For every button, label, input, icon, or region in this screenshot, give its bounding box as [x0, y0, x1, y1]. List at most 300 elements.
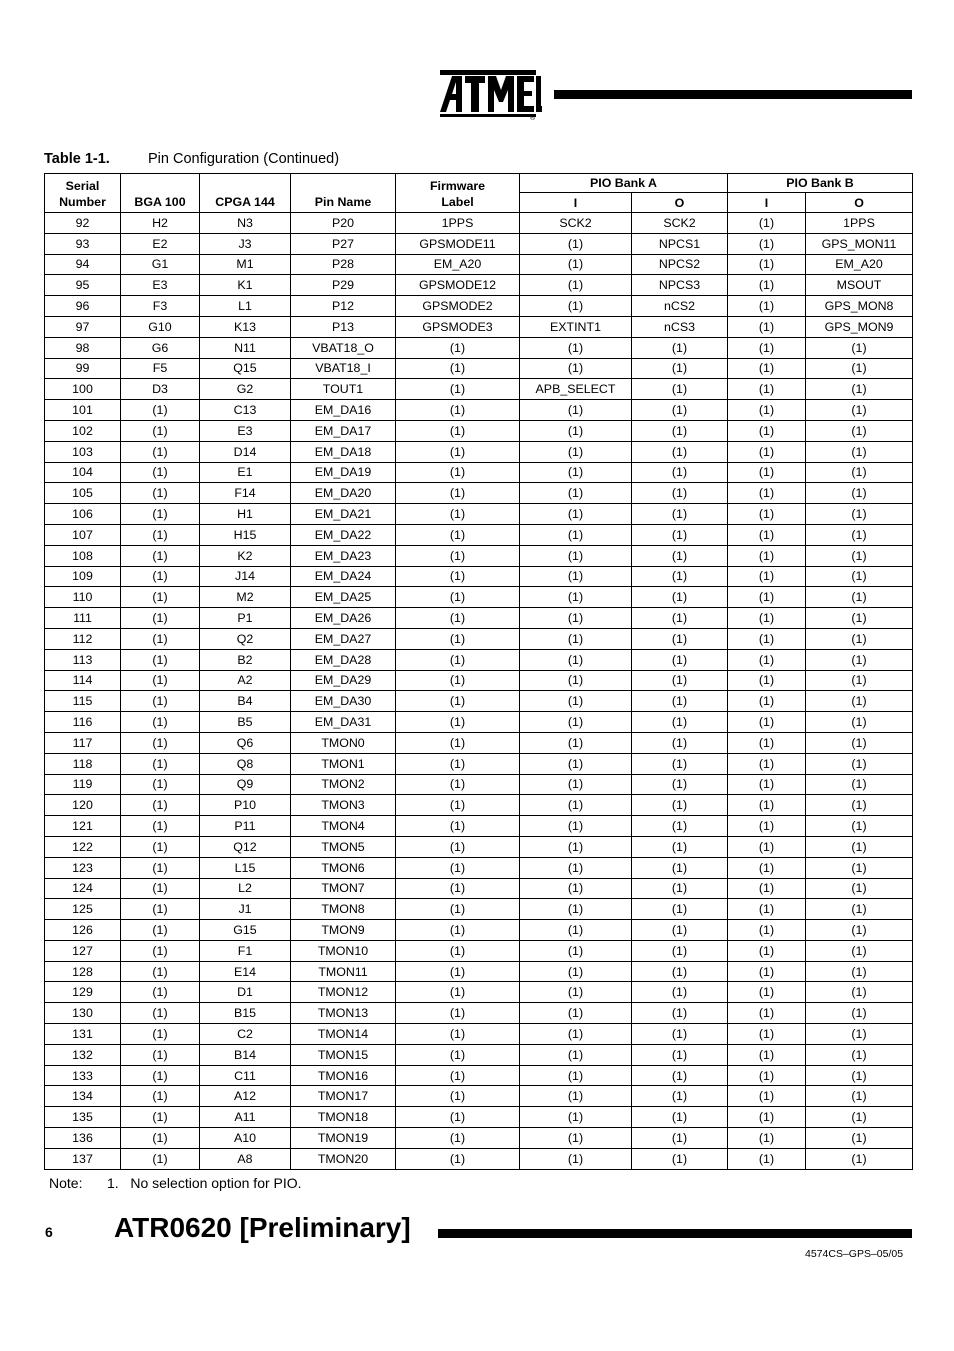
cell-bank-a-output: (1)	[632, 961, 728, 982]
cell-bank-a-output: (1)	[632, 1065, 728, 1086]
cell-bank-a-input: (1)	[520, 732, 632, 753]
cell-cpga144: E1	[200, 462, 291, 483]
table-row	[45, 233, 913, 254]
cell-bank-b-output: (1)	[806, 587, 913, 608]
cell-bank-a-input: (1)	[520, 961, 632, 982]
cell-firmware-label: (1)	[396, 462, 520, 483]
cell-firmware-label: (1)	[396, 920, 520, 941]
cell-bank-b-output: (1)	[806, 504, 913, 525]
cell-firmware-label: (1)	[396, 878, 520, 899]
table-row	[45, 774, 913, 795]
cell-serial-number: 104	[45, 462, 121, 483]
cell-bank-b-output: (1)	[806, 732, 913, 753]
cell-bank-a-input: (1)	[520, 504, 632, 525]
cell-serial-number: 122	[45, 836, 121, 857]
cell-bank-b-output: (1)	[806, 940, 913, 961]
cell-cpga144: A10	[200, 1128, 291, 1149]
cell-bga100: (1)	[121, 1148, 200, 1169]
cell-bga100: (1)	[121, 545, 200, 566]
pin-rows	[45, 213, 913, 1170]
cell-bank-b-input: (1)	[728, 940, 806, 961]
cell-bank-b-input: (1)	[728, 1086, 806, 1107]
table-row	[45, 608, 913, 629]
cell-bank-a-input: (1)	[520, 275, 632, 296]
cell-bank-a-input: (1)	[520, 483, 632, 504]
cell-bga100: (1)	[121, 400, 200, 421]
cell-serial-number: 123	[45, 857, 121, 878]
table-row	[45, 1003, 913, 1024]
cell-cpga144: F1	[200, 940, 291, 961]
cell-serial-number: 110	[45, 587, 121, 608]
cell-bank-a-output: (1)	[632, 587, 728, 608]
cell-bank-b-output: (1)	[806, 420, 913, 441]
cell-pin-name: EM_DA20	[291, 483, 396, 504]
cell-bank-b-input: (1)	[728, 670, 806, 691]
cell-serial-number: 114	[45, 670, 121, 691]
cell-cpga144: Q15	[200, 358, 291, 379]
cell-bank-a-output: nCS2	[632, 296, 728, 317]
cell-bank-a-input: (1)	[520, 691, 632, 712]
cell-bank-b-input: (1)	[728, 982, 806, 1003]
cell-cpga144: G2	[200, 379, 291, 400]
cell-bank-a-output: (1)	[632, 878, 728, 899]
cell-bank-a-output: (1)	[632, 462, 728, 483]
table-row	[45, 1024, 913, 1045]
table-row	[45, 920, 913, 941]
cell-bank-a-output: (1)	[632, 649, 728, 670]
cell-bga100: H2	[121, 213, 200, 234]
cell-firmware-label: (1)	[396, 400, 520, 421]
cell-bank-b-output: (1)	[806, 1107, 913, 1128]
cell-firmware-label: (1)	[396, 1024, 520, 1045]
cell-serial-number: 92	[45, 213, 121, 234]
cell-firmware-label: (1)	[396, 732, 520, 753]
cell-bank-b-output: (1)	[806, 379, 913, 400]
cell-cpga144: E3	[200, 420, 291, 441]
page-number: 6	[45, 1224, 53, 1240]
cell-pin-name: TMON13	[291, 1003, 396, 1024]
cell-serial-number: 134	[45, 1086, 121, 1107]
cell-bank-a-input: (1)	[520, 254, 632, 275]
cell-pin-name: TMON7	[291, 878, 396, 899]
cell-cpga144: A12	[200, 1086, 291, 1107]
cell-bank-b-output: (1)	[806, 920, 913, 941]
cell-cpga144: M2	[200, 587, 291, 608]
cell-bank-a-output: (1)	[632, 857, 728, 878]
table-row	[45, 836, 913, 857]
cell-bga100: (1)	[121, 1065, 200, 1086]
cell-bank-a-input: (1)	[520, 233, 632, 254]
cell-pin-name: TMON19	[291, 1128, 396, 1149]
cell-bank-b-input: (1)	[728, 691, 806, 712]
cell-pin-name: EM_DA23	[291, 545, 396, 566]
cell-bank-b-output: (1)	[806, 545, 913, 566]
cell-serial-number: 132	[45, 1044, 121, 1065]
cell-serial-number: 124	[45, 878, 121, 899]
cell-cpga144: A2	[200, 670, 291, 691]
cell-bank-a-input: (1)	[520, 587, 632, 608]
cell-firmware-label: (1)	[396, 566, 520, 587]
cell-bga100: F3	[121, 296, 200, 317]
cell-bank-a-input: (1)	[520, 795, 632, 816]
cell-bank-a-output: SCK2	[632, 213, 728, 234]
header-bank-a-input: I	[520, 193, 632, 213]
header-serial-number: Serial Number	[45, 174, 121, 213]
table-row	[45, 420, 913, 441]
cell-bank-b-output: (1)	[806, 691, 913, 712]
cell-firmware-label: GPSMODE12	[396, 275, 520, 296]
cell-serial-number: 118	[45, 753, 121, 774]
table-row	[45, 628, 913, 649]
cell-bank-b-input: (1)	[728, 816, 806, 837]
table-row	[45, 1086, 913, 1107]
cell-bank-b-input: (1)	[728, 587, 806, 608]
cell-bank-a-output: (1)	[632, 504, 728, 525]
cell-pin-name: TOUT1	[291, 379, 396, 400]
table-row	[45, 712, 913, 733]
cell-pin-name: EM_DA22	[291, 524, 396, 545]
cell-bank-b-output: (1)	[806, 628, 913, 649]
cell-cpga144: A11	[200, 1107, 291, 1128]
cell-bank-a-input: (1)	[520, 1107, 632, 1128]
cell-pin-name: TMON3	[291, 795, 396, 816]
cell-bank-b-output: (1)	[806, 857, 913, 878]
table-row	[45, 795, 913, 816]
cell-bga100: (1)	[121, 483, 200, 504]
cell-bank-b-input: (1)	[728, 774, 806, 795]
table-row	[45, 732, 913, 753]
cell-serial-number: 98	[45, 337, 121, 358]
cell-pin-name: TMON15	[291, 1044, 396, 1065]
cell-bank-a-input: (1)	[520, 857, 632, 878]
cell-pin-name: P13	[291, 316, 396, 337]
cell-pin-name: P28	[291, 254, 396, 275]
cell-bga100: G1	[121, 254, 200, 275]
cell-firmware-label: (1)	[396, 857, 520, 878]
cell-bank-b-output: (1)	[806, 878, 913, 899]
cell-cpga144: B5	[200, 712, 291, 733]
cell-cpga144: C2	[200, 1024, 291, 1045]
cell-bank-a-output: (1)	[632, 379, 728, 400]
cell-bank-a-output: (1)	[632, 816, 728, 837]
cell-firmware-label: (1)	[396, 940, 520, 961]
cell-serial-number: 129	[45, 982, 121, 1003]
table-row	[45, 691, 913, 712]
cell-pin-name: TMON5	[291, 836, 396, 857]
cell-bank-b-input: (1)	[728, 878, 806, 899]
cell-bank-b-output: (1)	[806, 1128, 913, 1149]
cell-firmware-label: (1)	[396, 1128, 520, 1149]
table-row	[45, 254, 913, 275]
cell-pin-name: VBAT18_O	[291, 337, 396, 358]
header-pin-name: Pin Name	[291, 174, 396, 213]
cell-bank-b-output: (1)	[806, 1086, 913, 1107]
cell-bank-b-output: (1)	[806, 712, 913, 733]
cell-pin-name: P27	[291, 233, 396, 254]
header-rule	[554, 90, 912, 99]
cell-bank-b-output: (1)	[806, 358, 913, 379]
cell-bank-b-output: MSOUT	[806, 275, 913, 296]
cell-bank-b-input: (1)	[728, 420, 806, 441]
cell-bank-a-input: (1)	[520, 1086, 632, 1107]
cell-bank-a-input: (1)	[520, 753, 632, 774]
cell-bank-b-output: (1)	[806, 795, 913, 816]
cell-bank-a-output: (1)	[632, 774, 728, 795]
cell-bank-b-input: (1)	[728, 400, 806, 421]
cell-pin-name: TMON10	[291, 940, 396, 961]
cell-bank-b-output: (1)	[806, 566, 913, 587]
cell-pin-name: EM_DA28	[291, 649, 396, 670]
cell-bga100: (1)	[121, 608, 200, 629]
table-row	[45, 316, 913, 337]
cell-cpga144: H15	[200, 524, 291, 545]
cell-firmware-label: (1)	[396, 504, 520, 525]
cell-bank-a-input: (1)	[520, 545, 632, 566]
cell-bga100: (1)	[121, 795, 200, 816]
cell-bank-b-output: (1)	[806, 483, 913, 504]
cell-serial-number: 103	[45, 441, 121, 462]
cell-firmware-label: (1)	[396, 961, 520, 982]
cell-bga100: E2	[121, 233, 200, 254]
table-row	[45, 524, 913, 545]
table-row	[45, 379, 913, 400]
table-row	[45, 400, 913, 421]
cell-bank-b-output: (1)	[806, 836, 913, 857]
cell-firmware-label: (1)	[396, 379, 520, 400]
table-row	[45, 940, 913, 961]
cell-bank-b-input: (1)	[728, 608, 806, 629]
cell-bank-a-output: (1)	[632, 566, 728, 587]
cell-bank-b-output: (1)	[806, 899, 913, 920]
cell-bga100: (1)	[121, 649, 200, 670]
cell-firmware-label: 1PPS	[396, 213, 520, 234]
cell-serial-number: 126	[45, 920, 121, 941]
cell-bank-b-input: (1)	[728, 920, 806, 941]
cell-bga100: (1)	[121, 566, 200, 587]
cell-bga100: (1)	[121, 462, 200, 483]
table-number: Table 1-1.	[44, 151, 110, 167]
table-title: Pin Configuration (Continued)	[148, 151, 340, 167]
cell-bank-b-input: (1)	[728, 275, 806, 296]
cell-bank-a-input: (1)	[520, 296, 632, 317]
cell-bank-a-input: SCK2	[520, 213, 632, 234]
cell-bank-b-output: 1PPS	[806, 213, 913, 234]
cell-cpga144: Q8	[200, 753, 291, 774]
cell-bank-b-output: (1)	[806, 1044, 913, 1065]
cell-bank-a-input: (1)	[520, 920, 632, 941]
cell-bank-b-input: (1)	[728, 545, 806, 566]
cell-pin-name: TMON8	[291, 899, 396, 920]
cell-bank-a-output: (1)	[632, 753, 728, 774]
cell-bank-b-input: (1)	[728, 379, 806, 400]
note-label: Note:	[49, 1175, 83, 1191]
cell-bank-b-output: (1)	[806, 982, 913, 1003]
table-row	[45, 857, 913, 878]
cell-firmware-label: (1)	[396, 420, 520, 441]
cell-bank-a-output: (1)	[632, 836, 728, 857]
cell-bank-a-input: (1)	[520, 712, 632, 733]
cell-bank-b-input: (1)	[728, 1065, 806, 1086]
cell-serial-number: 119	[45, 774, 121, 795]
cell-cpga144: H1	[200, 504, 291, 525]
cell-pin-name: TMON14	[291, 1024, 396, 1045]
header-pio-bank-b: PIO Bank B	[728, 174, 913, 193]
cell-pin-name: TMON2	[291, 774, 396, 795]
cell-cpga144: Q2	[200, 628, 291, 649]
cell-serial-number: 108	[45, 545, 121, 566]
cell-cpga144: D14	[200, 441, 291, 462]
cell-pin-name: TMON6	[291, 857, 396, 878]
cell-bank-b-input: (1)	[728, 462, 806, 483]
cell-cpga144: Q6	[200, 732, 291, 753]
cell-bank-a-input: (1)	[520, 566, 632, 587]
cell-bank-b-input: (1)	[728, 899, 806, 920]
cell-bank-a-input: (1)	[520, 899, 632, 920]
cell-serial-number: 106	[45, 504, 121, 525]
cell-bank-b-output: (1)	[806, 753, 913, 774]
cell-bank-a-input: (1)	[520, 441, 632, 462]
table-row	[45, 1107, 913, 1128]
cell-bank-b-output: (1)	[806, 441, 913, 462]
cell-bank-a-output: (1)	[632, 545, 728, 566]
header-cpga144: CPGA 144	[200, 174, 291, 213]
table-row	[45, 816, 913, 837]
cell-bank-b-input: (1)	[728, 316, 806, 337]
cell-bga100: (1)	[121, 1044, 200, 1065]
cell-serial-number: 105	[45, 483, 121, 504]
header-bank-b-input: I	[728, 193, 806, 213]
table-row	[45, 961, 913, 982]
cell-bank-a-input: (1)	[520, 982, 632, 1003]
cell-bga100: D3	[121, 379, 200, 400]
cell-bank-a-output: (1)	[632, 1148, 728, 1169]
atmel-logo	[438, 66, 542, 120]
cell-cpga144: J1	[200, 899, 291, 920]
cell-bank-a-input: EXTINT1	[520, 316, 632, 337]
cell-bank-b-output: (1)	[806, 670, 913, 691]
cell-firmware-label: (1)	[396, 982, 520, 1003]
cell-serial-number: 128	[45, 961, 121, 982]
cell-bga100: (1)	[121, 940, 200, 961]
cell-bank-b-input: (1)	[728, 628, 806, 649]
cell-pin-name: EM_DA29	[291, 670, 396, 691]
cell-bank-a-output: (1)	[632, 524, 728, 545]
cell-bank-a-output: (1)	[632, 400, 728, 421]
table-row	[45, 504, 913, 525]
note-text: 1. No selection option for PIO.	[107, 1175, 302, 1191]
cell-pin-name: EM_DA25	[291, 587, 396, 608]
cell-serial-number: 107	[45, 524, 121, 545]
cell-bank-a-input: (1)	[520, 462, 632, 483]
table-row	[45, 670, 913, 691]
cell-pin-name: TMON1	[291, 753, 396, 774]
cell-bank-b-input: (1)	[728, 254, 806, 275]
cell-serial-number: 120	[45, 795, 121, 816]
cell-cpga144: N3	[200, 213, 291, 234]
cell-bga100: G10	[121, 316, 200, 337]
cell-cpga144: L1	[200, 296, 291, 317]
cell-bga100: (1)	[121, 712, 200, 733]
cell-bank-a-output: NPCS2	[632, 254, 728, 275]
cell-bank-b-input: (1)	[728, 441, 806, 462]
footer-rule	[438, 1229, 912, 1238]
cell-firmware-label: GPSMODE2	[396, 296, 520, 317]
cell-serial-number: 116	[45, 712, 121, 733]
cell-firmware-label: (1)	[396, 628, 520, 649]
cell-serial-number: 131	[45, 1024, 121, 1045]
cell-bank-a-output: (1)	[632, 1024, 728, 1045]
cell-firmware-label: (1)	[396, 524, 520, 545]
cell-firmware-label: GPSMODE11	[396, 233, 520, 254]
cell-bga100: (1)	[121, 836, 200, 857]
cell-pin-name: TMON20	[291, 1148, 396, 1169]
cell-bga100: (1)	[121, 504, 200, 525]
cell-bga100: (1)	[121, 774, 200, 795]
cell-serial-number: 135	[45, 1107, 121, 1128]
cell-bank-a-input: (1)	[520, 649, 632, 670]
cell-bank-b-input: (1)	[728, 1044, 806, 1065]
cell-bank-a-output: (1)	[632, 670, 728, 691]
cell-firmware-label: (1)	[396, 816, 520, 837]
cell-bank-b-output: (1)	[806, 1024, 913, 1045]
pin-configuration-table	[44, 173, 913, 1170]
cell-bank-a-output: (1)	[632, 691, 728, 712]
cell-firmware-label: (1)	[396, 545, 520, 566]
cell-bank-a-input: (1)	[520, 608, 632, 629]
cell-firmware-label: (1)	[396, 753, 520, 774]
cell-bank-a-input: (1)	[520, 774, 632, 795]
cell-pin-name: EM_DA19	[291, 462, 396, 483]
cell-bank-b-output: GPS_MON8	[806, 296, 913, 317]
cell-cpga144: L2	[200, 878, 291, 899]
cell-bank-b-input: (1)	[728, 1128, 806, 1149]
cell-bank-b-input: (1)	[728, 836, 806, 857]
cell-cpga144: F14	[200, 483, 291, 504]
cell-pin-name: EM_DA30	[291, 691, 396, 712]
cell-bank-b-input: (1)	[728, 233, 806, 254]
cell-pin-name: TMON16	[291, 1065, 396, 1086]
cell-pin-name: TMON11	[291, 961, 396, 982]
cell-bank-b-output: GPS_MON9	[806, 316, 913, 337]
header-bank-b-output: O	[806, 193, 913, 213]
cell-bank-b-output: (1)	[806, 816, 913, 837]
cell-bank-b-output: EM_A20	[806, 254, 913, 275]
cell-serial-number: 136	[45, 1128, 121, 1149]
cell-bank-b-output: (1)	[806, 1148, 913, 1169]
cell-serial-number: 133	[45, 1065, 121, 1086]
cell-bank-a-output: (1)	[632, 441, 728, 462]
cell-cpga144: L15	[200, 857, 291, 878]
cell-bga100: (1)	[121, 753, 200, 774]
header-firmware-label: Firmware Label	[396, 174, 520, 213]
cell-bga100: (1)	[121, 420, 200, 441]
cell-bga100: (1)	[121, 1086, 200, 1107]
cell-bga100: (1)	[121, 816, 200, 837]
cell-bank-a-input: (1)	[520, 816, 632, 837]
cell-bank-b-input: (1)	[728, 1148, 806, 1169]
cell-bank-a-output: (1)	[632, 628, 728, 649]
cell-bga100: G6	[121, 337, 200, 358]
cell-bank-b-input: (1)	[728, 1003, 806, 1024]
header-pio-bank-a: PIO Bank A	[520, 174, 728, 193]
cell-pin-name: EM_DA21	[291, 504, 396, 525]
cell-bank-b-input: (1)	[728, 857, 806, 878]
cell-bank-a-output: (1)	[632, 1107, 728, 1128]
cell-bank-b-output: GPS_MON11	[806, 233, 913, 254]
table-row	[45, 1044, 913, 1065]
cell-firmware-label: (1)	[396, 483, 520, 504]
cell-bga100: E3	[121, 275, 200, 296]
